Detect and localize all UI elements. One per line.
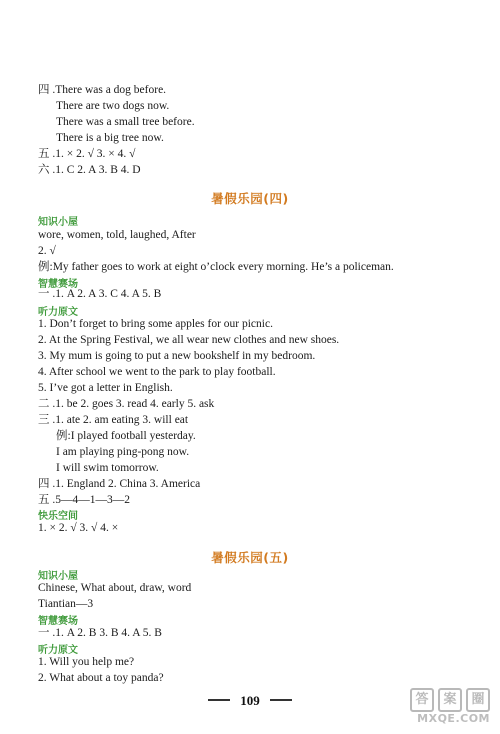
p4-section5-answers: 五 .5—4—1—3—2 [38, 494, 130, 506]
p4-listening-5: 5. I’ve got a letter in English. [38, 382, 173, 394]
p4-knowledge-line-3: 例:My father goes to work at eight o’clock every morning. He’s a policeman. [38, 261, 394, 273]
p4-listening-1: 1. Don’t forget to bring some apples for our picnic. [38, 318, 273, 330]
p4-section3-example-1: 例:I played football yesterday. [56, 430, 196, 442]
p4-section3-example-2: I am playing ping-pong now. [56, 446, 190, 458]
p4-section2-answers: 二 .1. be 2. goes 3. read 4. early 5. ask [38, 398, 215, 410]
p5-label-listening: 听力原文 [38, 645, 78, 656]
p5-knowledge-line-1: Chinese, What about, draw, word [38, 582, 192, 594]
watermark-char-1: 答 [410, 688, 434, 712]
p4-knowledge-line-1: wore, women, told, laughed, After [38, 229, 196, 241]
section6-answers: 六 .1. C 2. A 3. B 4. D [38, 164, 141, 176]
p4-arena-line-1: 一 .1. A 2. A 3. C 4. A 5. B [38, 288, 162, 300]
p4-label-listening: 听力原文 [38, 307, 78, 318]
p4-label-fun: 快乐空间 [38, 511, 78, 522]
watermark [404, 688, 490, 726]
watermark-url: MXQE.COM [417, 712, 490, 725]
p5-listening-2: 2. What about a toy panda? [38, 672, 164, 684]
p4-section4-answers: 四 .1. England 2. China 3. America [38, 478, 201, 490]
p4-listening-3: 3. My mum is going to put a new bookshelf in my bedroom. [38, 350, 316, 362]
p5-arena-line-1: 一 .1. A 2. B 3. B 4. A 5. B [38, 627, 162, 639]
p5-label-arena: 智慧赛场 [38, 616, 78, 627]
page-number: 109 [240, 693, 260, 708]
section4-line-4: There is a big tree now. [56, 132, 164, 144]
section4-line-2: There are two dogs now. [56, 100, 170, 112]
part4-title: 暑假乐园(四) [211, 191, 289, 206]
p4-label-knowledge: 知识小屋 [38, 217, 78, 228]
p5-label-knowledge: 知识小屋 [38, 571, 78, 582]
p5-knowledge-line-2: Tiantian—3 [38, 598, 94, 610]
p4-label-arena: 智慧赛场 [38, 279, 78, 290]
section4-line-3: There was a small tree before. [56, 116, 195, 128]
part5-title: 暑假乐园(五) [211, 550, 289, 565]
section5-answers: 五 .1. × 2. √ 3. × 4. √ [38, 148, 136, 160]
p4-section3-answers: 三 .1. ate 2. am eating 3. will eat [38, 414, 189, 426]
p4-knowledge-line-2: 2. √ [38, 245, 56, 257]
p4-section3-example-3: I will swim tomorrow. [56, 462, 159, 474]
page-number-flourish-right [270, 699, 292, 701]
watermark-char-2: 案 [438, 688, 462, 712]
p5-listening-1: 1. Will you help me? [38, 656, 135, 668]
section4-line-1: 四 .There was a dog before. [38, 84, 167, 96]
p4-listening-2: 2. At the Spring Festival, we all wear new clothes and new shoes. [38, 334, 340, 346]
watermark-logo [404, 688, 490, 710]
p4-listening-4: 4. After school we went to the park to play football. [38, 366, 276, 378]
p4-fun-answers: 1. × 2. √ 3. √ 4. × [38, 522, 119, 534]
watermark-char-3: 圈 [466, 688, 490, 712]
